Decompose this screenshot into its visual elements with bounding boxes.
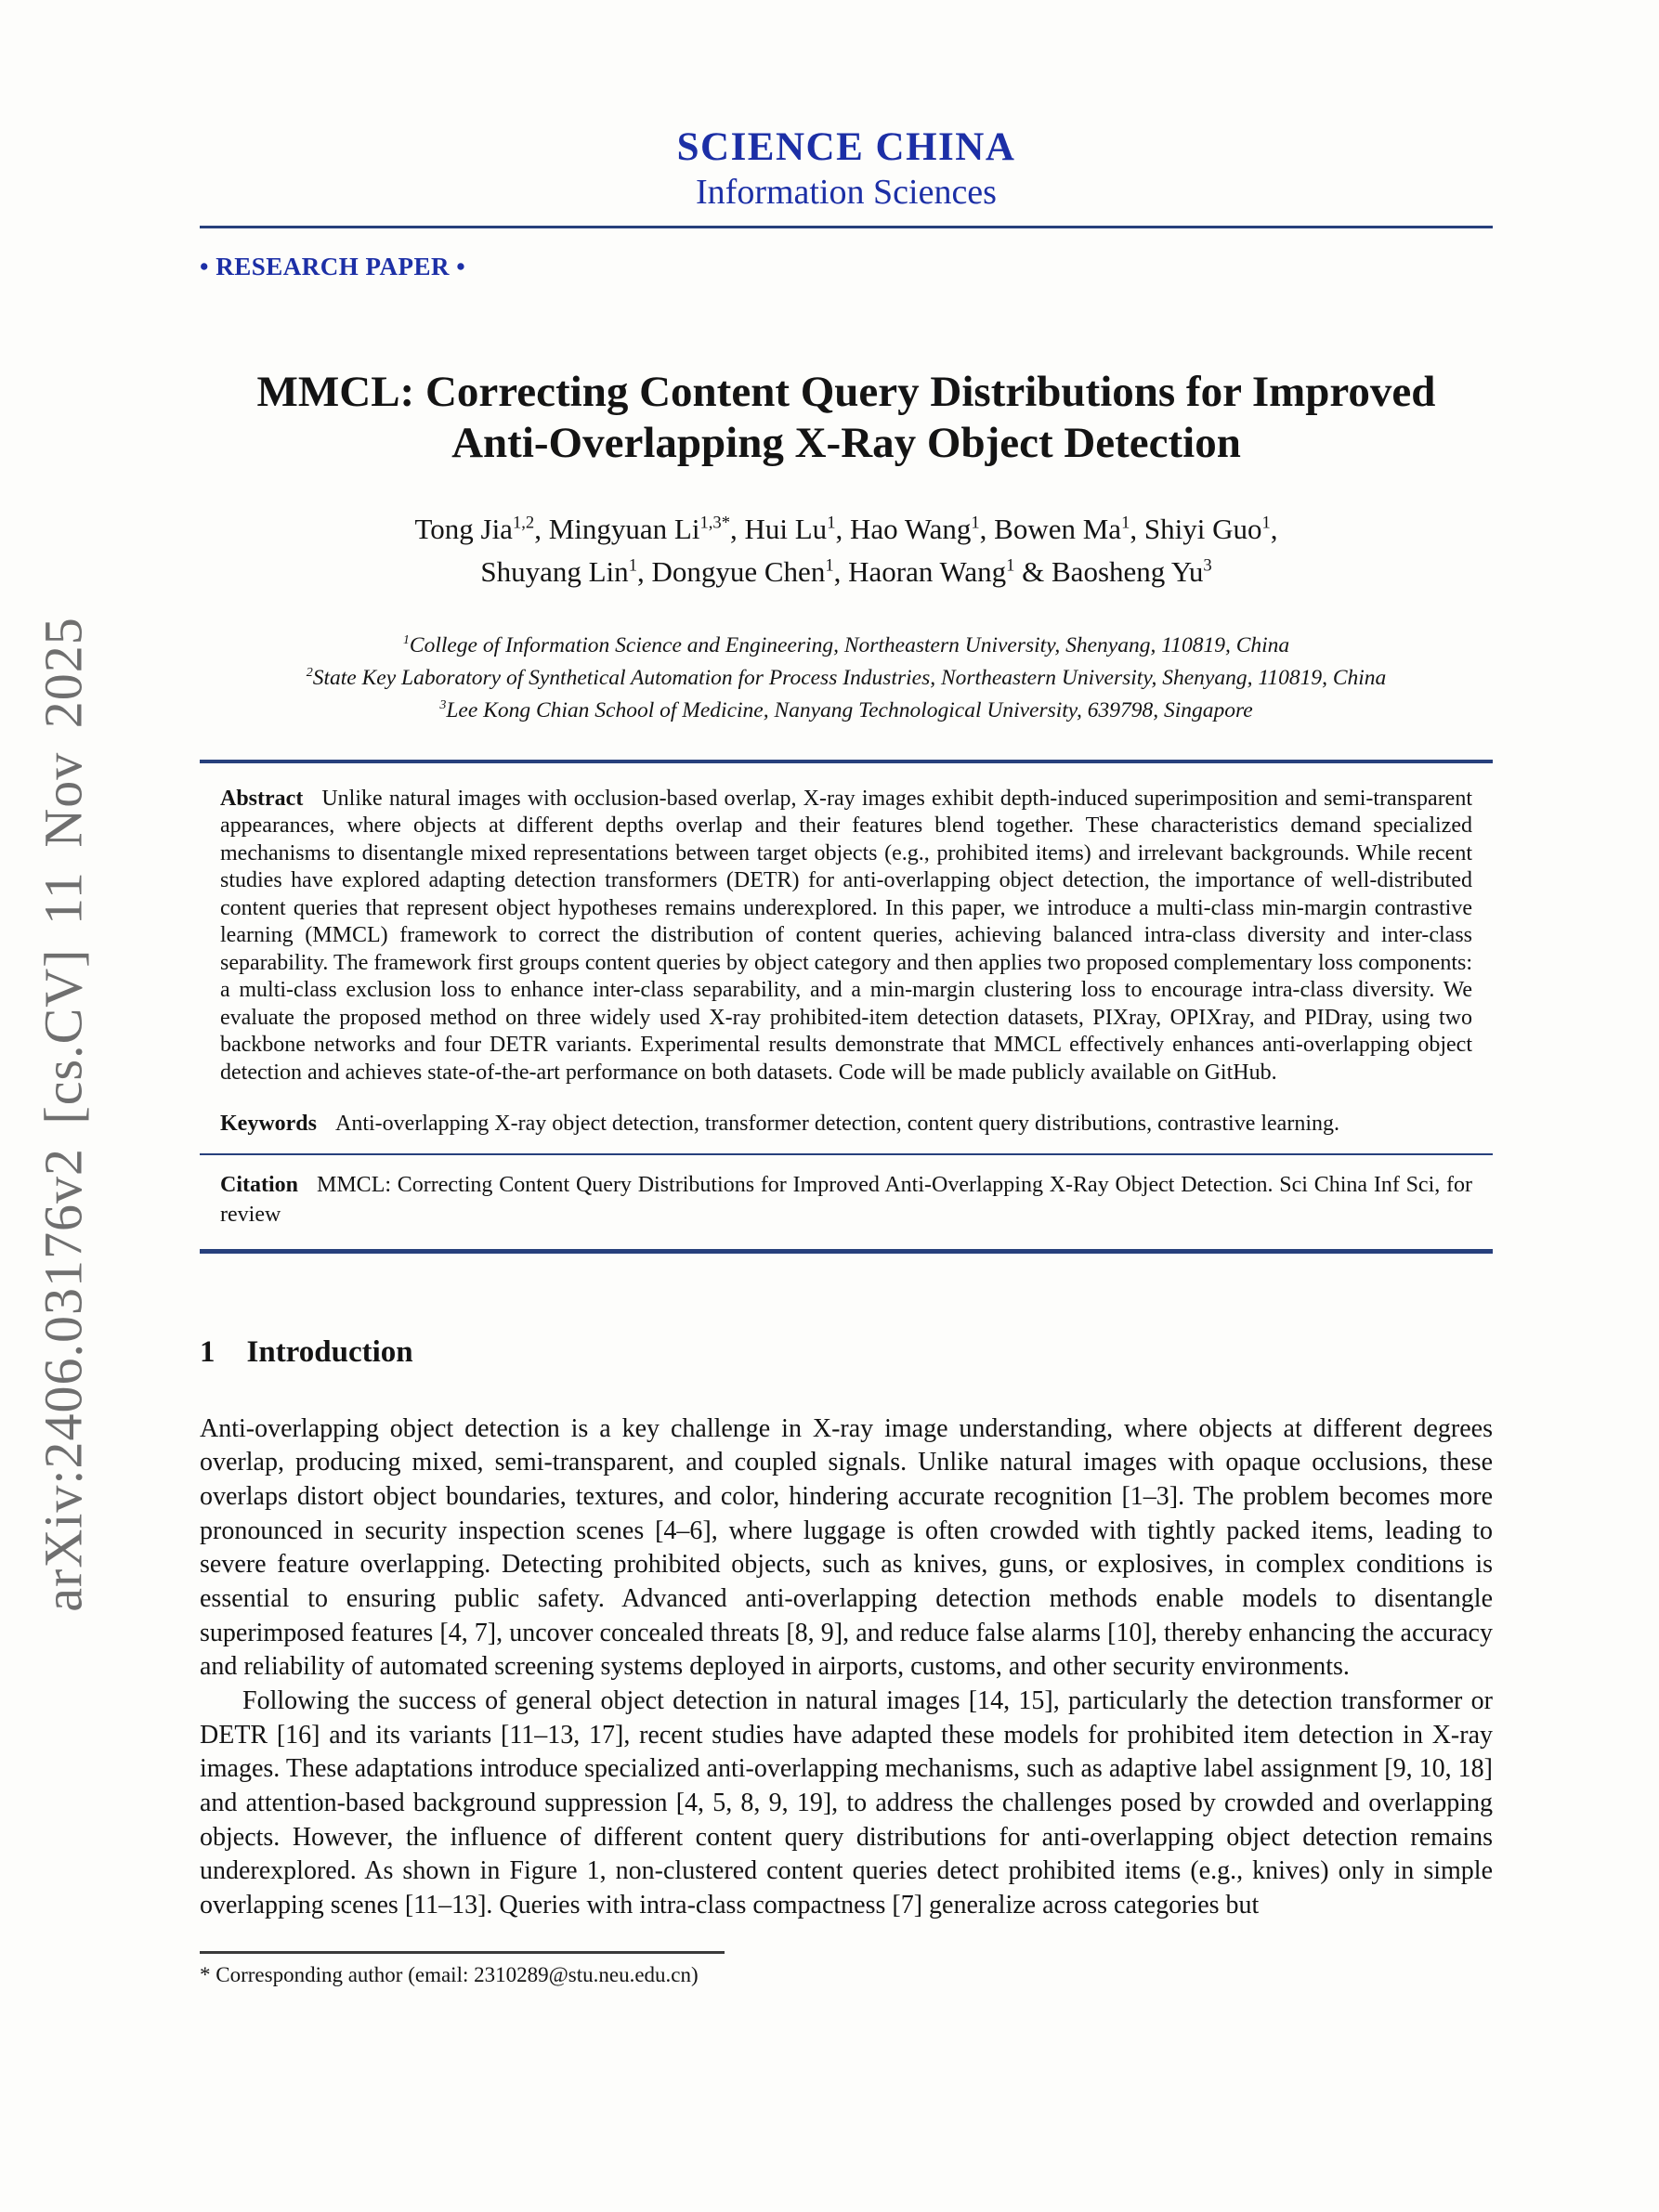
intro-paragraph-1: Anti-overlapping object detection is a key challenge in X-ray image understanding, where objects at different degrees overlap, producing mixed, semi-transparent, and coupled signals. Unlike natural images with opaque occlusions, these overlaps distort object boundaries, textures, and color, hindering accurate recognition [1–3]. The problem becomes more pronounced in security inspection scenes [4–6], where luggage is often crowded with tightly packed items, leading to severe feature overlapping. Detecting prohibited objects, such as knives, guns, or explosives, in complex conditions is essential to ensuring public safety. Advanced anti-overlapping detection methods enable models to disentangle superimposed features [4, 7], uncover concealed threats [8, 9], and reduce false alarms [10], thereby enhancing the accuracy and reliability of automated screening systems deployed in airports, customs, and other security environments. (200, 1413, 1493, 1682)
abstract-body: Unlike natural images with occlusion-based overlap, X-ray images exhibit depth-induced superimposition and semi-transparent appearances, where objects at different depths overlap and their features blend together. These characteristics demand specialized mechanisms to disentangle mixed representations between target objects (e.g., prohibited items) and irrelevant backgrounds. While recent studies have explored adapting detection transformers (DETR) for anti-overlapping object detection, the importance of well-distributed content queries that represent object hypotheses remains underexplored. In this paper, we introduce a multi-class min-margin contrastive learning (MMCL) framework to correct the distribution of content queries, achieving balanced intra-class diversity and inter-class separability. The framework first groups content queries by object category and then applies two proposed complementary loss components: a multi-class exclusion loss to enhance inter-class separability, and a min-margin clustering loss to encourage intra-class diversity. We evaluate the proposed method on three widely used X-ray prohibited-item detection datasets, PIXray, OPIXray, and PIDray, using two backbone networks and four DETR variants. Experimental results demonstrate that MMCL effectively enhances anti-overlapping object detection and achieves state-of-the-art performance on both datasets. Code will be made publicly available on GitHub. (220, 786, 1472, 1085)
author-line-1: Tong Jia$^{1,2}$, Mingyuan $Li^{1,3*}$, Hui Lu$^1$, Hao Wang$^1$, Bowen Ma$^1$, Shiyi Guo$^1$, (414, 512, 1278, 545)
keywords (220, 1111, 1472, 1139)
masthead-rule (200, 226, 1493, 228)
journal-subtitle: Information Sciences (696, 173, 997, 212)
citation-divider-rule (200, 1153, 1493, 1155)
section-title: Introduction (246, 1334, 413, 1369)
intro-paragraph-2: Following the success of general object detection in natural images [14, 15], particularly the detection transformer or DETR [16] and its variants [11–13, 17], recent studies have adapted these models for prohibited item detection in X-ray images. These adaptations introduce specialized anti-overlapping mechanisms, such as adaptive label assignment [9, 10, 18] and attention-based background suppression [4, 5, 8, 9, 19], to address the challenges posed by crowded and overlapping objects. However, the influence of different content query distributions for anti-overlapping object detection remains underexplored. As shown in Figure 1, non-clustered content queries detect prohibited items (e.g., knives) only in simple overlapping scenes [11–13]. Queries with intra-class compactness [7] generalize across categories but (200, 1686, 1493, 1920)
citation (220, 1170, 1472, 1230)
keywords-body: Anti-overlapping X-ray object detection, transformer detection, content query distributions, contrastive learning. (335, 1112, 1339, 1137)
arxiv-watermark: arXiv:2406.03176v2 [cs.CV] 11 Nov 2025 (33, 617, 94, 1612)
abstract-bottom-rule (200, 1249, 1493, 1254)
author-line-2: Shuyang Lin$^1$, Dongyue Chen$^1$, Haoran Wang$^1$ & Baosheng Yu$^3$ (480, 555, 1212, 589)
abstract-block (200, 760, 1493, 1254)
corresponding-author-footnote: * Corresponding author (email: 2310289@stu.neu.edu.cn) (200, 1962, 699, 1986)
article-type-label: • RESEARCH PAPER • (200, 253, 466, 280)
affiliation-2: $^2$State Key Laboratory of Synthetical Automation for Process Industries, Northeastern University, Shenyang, 110819, China (306, 665, 1387, 691)
author-list (200, 508, 1493, 594)
citation-body: MMCL: Correcting Content Query Distributions for Improved Anti-Overlapping X-Ray Object Detection. Sci China Inf Sci, for review (220, 1172, 1472, 1228)
affiliation-1: $^1$College of Information Science and Engineering, Northeastern University, Shenyang, 110819, China (402, 632, 1290, 657)
citation-label: Citation (220, 1172, 298, 1197)
abstract-top-rule (200, 760, 1493, 763)
section-number: 1 (200, 1334, 216, 1369)
abstract (220, 786, 1472, 1087)
footnote-rule (200, 1951, 725, 1954)
journal-masthead (200, 0, 1493, 281)
keywords-label: Keywords (220, 1112, 317, 1137)
paper-content (200, 0, 1493, 1987)
affiliation-list (200, 630, 1493, 728)
paper-title: MMCL: Correcting Content Query Distributions for Improved Anti-Overlapping X-Ray Object Detection (256, 368, 1436, 467)
abstract-label: Abstract (220, 786, 304, 811)
affiliation-3: $^3$Lee Kong Chian School of Medicine, Nanyang Technological University, 639798, Singapore (439, 697, 1253, 723)
section-heading-introduction (200, 1335, 1493, 1370)
journal-name: SCIENCE CHINA (676, 125, 1016, 169)
